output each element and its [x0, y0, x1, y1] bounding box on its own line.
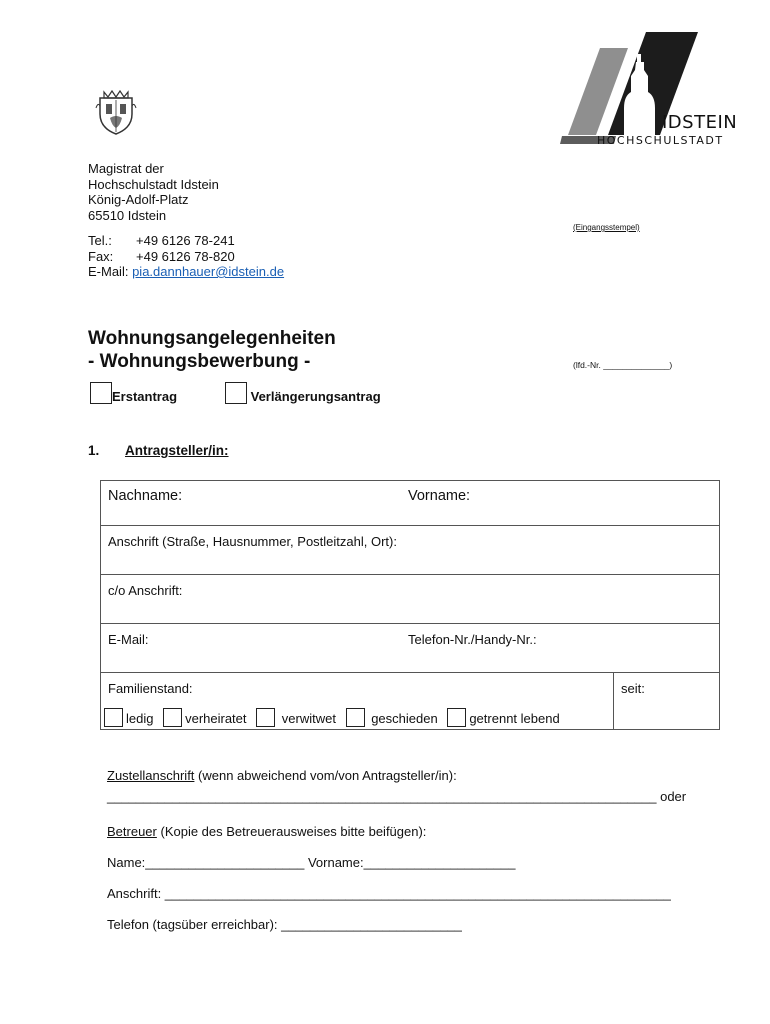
- option-geschieden[interactable]: [346, 708, 438, 727]
- betreuer-telefon-line[interactable]: Telefon (tagsüber erreichbar): _________________________: [107, 917, 462, 932]
- betreuer-anschrift-line[interactable]: Anschrift: ______________________________________________________________________: [107, 886, 671, 901]
- email-label: E-Mail:: [88, 264, 129, 279]
- section-number: 1.: [88, 443, 100, 458]
- erstantrag-label: Erstantrag: [112, 389, 178, 404]
- option-label: getrennt lebend: [469, 711, 560, 726]
- verheiratet-checkbox[interactable]: [163, 708, 182, 727]
- erstantrag-option[interactable]: [90, 382, 177, 404]
- betreuer-name-line[interactable]: Name:______________________ Vorname:_____________________: [107, 855, 516, 870]
- betreuer-heading: [107, 824, 426, 839]
- seit-cell[interactable]: [614, 673, 720, 730]
- telefon-label: Telefon-Nr./Handy-Nr.:: [408, 632, 537, 647]
- tel-label: Tel.:: [88, 233, 112, 248]
- section-heading: [88, 443, 229, 458]
- option-getrennt-lebend[interactable]: [447, 708, 559, 727]
- nachname-label: Nachname:: [108, 488, 183, 504]
- sender-address: [88, 161, 219, 223]
- ledig-checkbox[interactable]: [104, 708, 123, 727]
- option-label: verwitwet: [281, 711, 336, 726]
- page-title: Wohnungsangelegenheiten: [88, 328, 336, 349]
- option-verwitwet[interactable]: [256, 708, 336, 727]
- email-link[interactable]: pia.dannhauer@idstein.de: [132, 264, 285, 279]
- contact-info: [88, 233, 284, 280]
- email-field-label: E-Mail:: [108, 632, 149, 647]
- anschrift-label: Anschrift (Straße, Hausnummer, Postleitzahl, Ort):: [108, 534, 397, 549]
- option-label: ledig: [126, 711, 154, 726]
- familienstand-cell: [101, 673, 614, 730]
- logo-subtitle: HOCHSCHULSTADT: [597, 134, 724, 147]
- serial-number-field: (lfd.-Nr. ______________): [573, 360, 673, 370]
- verlaengerung-option[interactable]: [225, 382, 381, 404]
- zustellanschrift-line[interactable]: ____________________________________________________________________________ oder: [107, 789, 687, 804]
- name-cell[interactable]: [101, 481, 720, 526]
- section-title: Antragsteller/in:: [125, 443, 229, 458]
- tel-value: +49 6126 78-241: [136, 233, 235, 248]
- stamp-field: (Eingangsstempel): [573, 223, 640, 232]
- seit-label: seit:: [621, 681, 645, 696]
- zustellanschrift-heading: [107, 768, 457, 783]
- logo-name: IDSTEIN: [662, 112, 738, 133]
- option-label: geschieden: [371, 711, 438, 726]
- co-anschrift-label: c/o Anschrift:: [108, 583, 183, 598]
- applicant-form-table: [100, 480, 720, 730]
- fax-label: Fax:: [88, 248, 114, 264]
- verlaengerung-checkbox[interactable]: [225, 382, 247, 404]
- fax-value: +49 6126 78-820: [136, 248, 235, 264]
- address-line: Magistrat der: [88, 161, 164, 176]
- address-line: König-Adolf-Platz: [88, 192, 189, 207]
- marital-options: [104, 708, 606, 727]
- option-ledig[interactable]: [104, 708, 153, 727]
- option-label: verheiratet: [185, 711, 247, 726]
- erstantrag-checkbox[interactable]: [90, 382, 112, 404]
- geschieden-checkbox[interactable]: [346, 708, 365, 727]
- vorname-label: Vorname:: [408, 488, 471, 504]
- option-verheiratet[interactable]: [163, 708, 246, 727]
- co-anschrift-cell[interactable]: [101, 575, 720, 624]
- zustellanschrift-label: Zustellanschrift: [107, 768, 195, 783]
- verwitwet-checkbox[interactable]: [256, 708, 275, 727]
- verlaengerung-label: Verlängerungsantrag: [250, 389, 381, 404]
- address-line: Hochschulstadt Idstein: [88, 176, 219, 192]
- zustellanschrift-note: (wenn abweichend vom/von Antragsteller/in):: [194, 768, 457, 783]
- familienstand-label: Familienstand:: [108, 681, 193, 696]
- page-subtitle: - Wohnungsbewerbung -: [88, 351, 311, 372]
- getrennt-lebend-checkbox[interactable]: [447, 708, 466, 727]
- betreuer-label: Betreuer: [107, 824, 157, 839]
- address-line: 65510 Idstein: [88, 207, 167, 223]
- betreuer-note: (Kopie des Betreuerausweises bitte beifügen):: [156, 824, 427, 839]
- city-logo: [560, 32, 756, 148]
- contact-cell[interactable]: [101, 624, 720, 673]
- city-coat-of-arms-icon: [94, 88, 138, 136]
- anschrift-cell[interactable]: [101, 526, 720, 575]
